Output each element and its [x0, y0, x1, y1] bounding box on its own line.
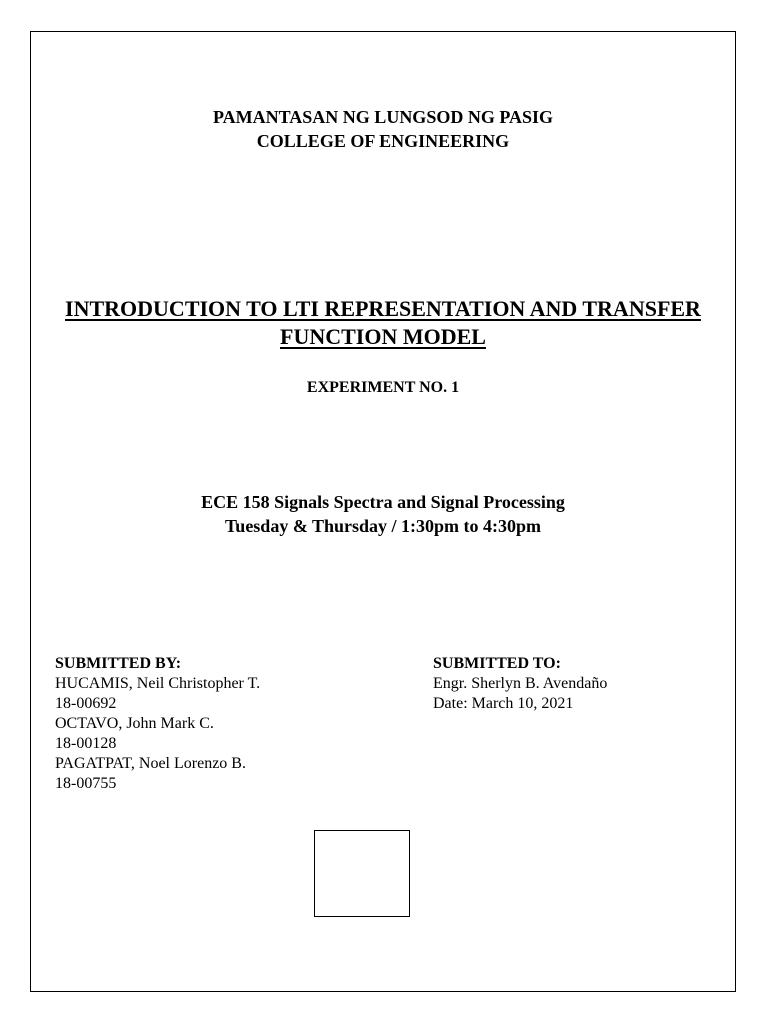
- member-name: OCTAVO, John Mark C.: [55, 715, 214, 732]
- document-title-line-1: INTRODUCTION TO LTI REPRESENTATION AND TRANSFER: [65, 296, 701, 321]
- college-name: COLLEGE OF ENGINEERING: [256, 131, 510, 151]
- institution-name: PAMANTASAN NG LUNGSOD NG PASIG: [212, 107, 553, 127]
- submitted-by-heading: SUBMITTED BY:: [55, 655, 182, 672]
- experiment-number: EXPERIMENT NO. 1: [306, 379, 460, 396]
- member-id: 18-00755: [55, 775, 117, 792]
- document-title-line-2: FUNCTION MODEL: [280, 324, 486, 349]
- course-schedule: Tuesday & Thursday / 1:30pm to 4:30pm: [224, 516, 542, 536]
- member-id: 18-00128: [55, 735, 117, 752]
- submission-date: Date: March 10, 2021: [433, 695, 574, 712]
- course-name: ECE 158 Signals Spectra and Signal Processing: [201, 492, 565, 512]
- photo-placeholder-box: [314, 830, 410, 917]
- submitted-to-heading: SUBMITTED TO:: [433, 655, 561, 672]
- submitted-by-block: [55, 654, 260, 794]
- member-name: PAGATPAT, Noel Lorenzo B.: [55, 755, 246, 772]
- instructor-name: Engr. Sherlyn B. Avendaño: [433, 675, 608, 692]
- member-id: 18-00692: [55, 695, 117, 712]
- submitted-to-block: [433, 654, 607, 714]
- member-name: HUCAMIS, Neil Christopher T.: [55, 675, 261, 692]
